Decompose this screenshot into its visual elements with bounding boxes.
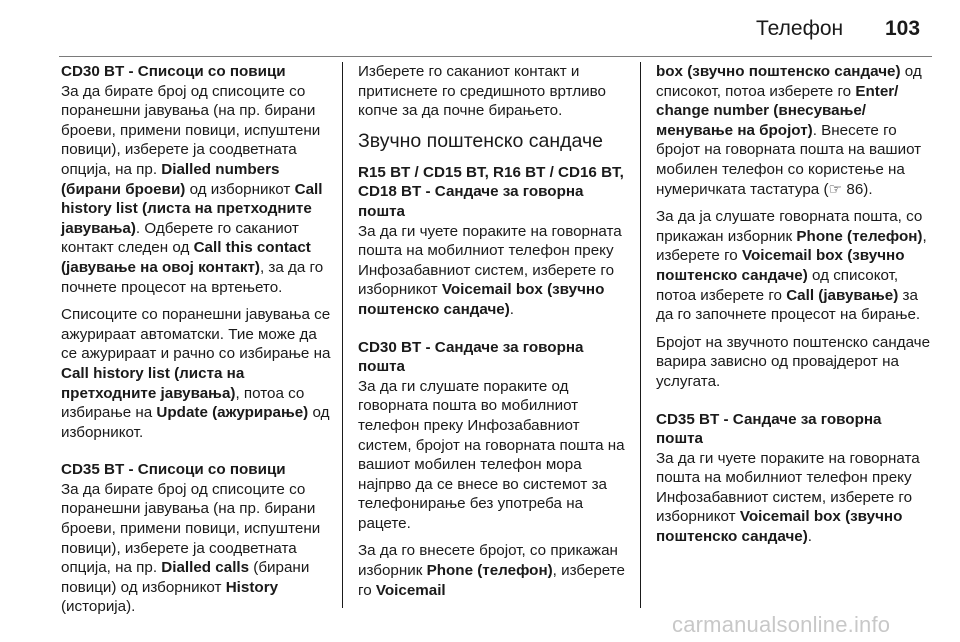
menu-option: box (звучно поштенско сандаче) bbox=[656, 63, 901, 80]
page-reference-icon: ☞ bbox=[828, 180, 843, 198]
menu-option: Call (јавување) bbox=[786, 286, 899, 304]
subheading-cd35-call-lists: CD35 BT - Списоци со повици bbox=[61, 461, 286, 479]
menu-option: Update (ажурирање) bbox=[156, 404, 309, 422]
subheading-cd30-voicemail: CD30 BT - Сандаче за говорна пошта bbox=[358, 338, 584, 376]
page-header bbox=[0, 0, 960, 56]
paragraph: За да ги слушате пораките од говорната пошта во мобилниот телефон преку Инфозабавниот систем, бројот на говорната пошта на вашиот мобилен телефон мора најпрво да се внесе во системот за телефонирање без употреба на рацете. bbox=[358, 377, 625, 532]
menu-option: Dialled numbers (бирани броеви) bbox=[61, 160, 280, 198]
section-title: Звучно поштенско сандаче bbox=[358, 129, 603, 152]
column-2 bbox=[358, 62, 630, 608]
subheading-r15-voicemail: R15 BT / CD15 BT, R16 BT / CD16 BT, CD18 BT - Сандаче за говорна пошта bbox=[358, 163, 624, 220]
paragraph: Бројот на звучното поштенско сандаче варира зависно од провајдерот на услугата. bbox=[656, 333, 931, 390]
paragraph: box (звучно поштенско сандаче) од списокот, потоа изберете го Enter/ change number (внесување/ менување на бројот). Внесете го бројот на говорната пошта на вашиот мобилен телефон со користење на нумеричката тастатура (☞ 86). bbox=[656, 63, 922, 198]
page-number: 103 bbox=[885, 17, 921, 40]
paragraph: За да го внесете бројот, со прикажан изборник Phone (телефон), изберете го Voicemail bbox=[358, 542, 625, 599]
column-divider bbox=[342, 62, 343, 608]
header-divider bbox=[59, 56, 932, 57]
menu-option: Enter/ change number (внесување/ менување на бројот) bbox=[656, 82, 899, 139]
menu-option: Voicemail box (звучно поштенско сандаче) bbox=[358, 281, 605, 318]
paragraph: За да бирате број од списоците со поранешни јавувања (на пр. бирани броеви, примени повици, испуштени повици), изберете ја соодветната опција, на пр. Dialled numbers (бирани броеви) од изборникот Call history list (листа на претходните јавувања). Одберете го саканиот контакт следен од Call this contact (јавување на овој контакт), за да го почнете процесот на вртењето. bbox=[61, 82, 324, 296]
paragraph: За да бирате број од списоците со поранешни јавувања (на пр. бирани броеви, примени повици, испуштени повици), изберете ја соодветната опција, на пр. Dialled calls (бирани повици) од изборникот History (историја). bbox=[61, 480, 321, 616]
column-divider bbox=[640, 62, 641, 608]
subheading-cd35-voicemail: CD35 BT - Сандаче за говорна пошта bbox=[656, 410, 882, 448]
paragraph: За да ги чуете пораките на говорната пошта на мобилниот телефон преку Инфозабавниот систем, изберете го изборникот Voicemail box (звучно поштенско сандаче). bbox=[656, 449, 920, 546]
menu-option: Call history list (листа на претходните јавувања) bbox=[61, 364, 245, 402]
menu-option: Call this contact (јавување на овој контакт) bbox=[61, 239, 311, 276]
paragraph: Списоците со поранешни јавувања се ажурираат автоматски. Тие може да се ажурираат и рачно со избирање на Call history list (листа на претходните јавувања), потоа со избирање на Update (ажурирање) од изборникот. bbox=[61, 306, 331, 441]
column-1 bbox=[61, 62, 331, 625]
page-title: Телефон bbox=[756, 17, 844, 40]
menu-option: Voicemail box (звучно поштенско сандаче) bbox=[656, 247, 905, 284]
column-3 bbox=[656, 62, 932, 555]
watermark[interactable]: carmanualsonline.info bbox=[672, 612, 891, 637]
menu-option: History bbox=[225, 578, 279, 596]
menu-option: Dialled calls bbox=[161, 559, 250, 577]
menu-option: Voicemail box (звучно поштенско сандаче) bbox=[656, 508, 903, 546]
menu-option: Phone (телефон) bbox=[426, 562, 553, 580]
menu-option: Call history list (листа на претходните јавувања) bbox=[61, 180, 323, 237]
menu-option: Phone (телефон) bbox=[796, 227, 923, 245]
paragraph: За да ја слушате говорната пошта, со прикажан изборник Phone (телефон), изберете го Voicemail box (звучно поштенско сандаче) од списокот, потоа изберете го Call (јавување) за да го започнете процесот на бирање. bbox=[656, 208, 927, 324]
menu-option: Voicemail bbox=[375, 581, 446, 599]
paragraph: Изберете го саканиот контакт и притиснете го средишното вртливо копче за да почне бирањето. bbox=[358, 63, 606, 120]
subheading-cd30-call-lists: CD30 BT - Списоци со повици bbox=[61, 63, 286, 80]
paragraph: За да ги чуете пораките на говорната пошта на мобилниот телефон преку Инфозабавниот систем, изберете го изборникот Voicemail box (звучно поштенско сандаче). bbox=[358, 222, 622, 318]
